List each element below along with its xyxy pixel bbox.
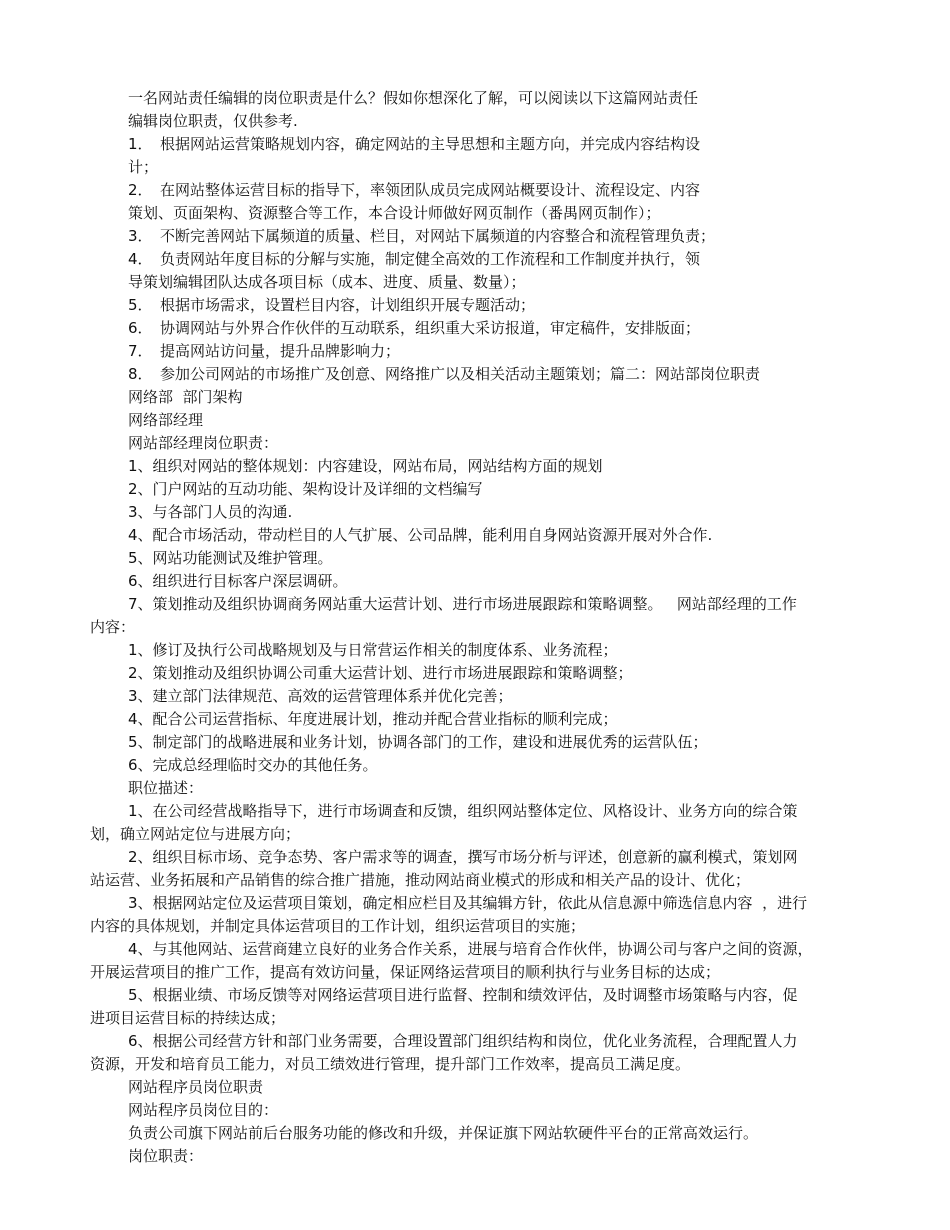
text-line: 职位描述：: [128, 779, 204, 797]
text-line: 划，确立网站定位与进展方向；: [90, 825, 301, 843]
text-line: 3、与各部门人员的沟通.: [128, 503, 293, 521]
text-line: 6、完成总经理临时交办的其他任务。: [128, 756, 378, 774]
text-line: 一名网站责任编辑的岗位职责是什么？假如你想深化了解，可以阅读以下这篇网站责任: [128, 89, 699, 107]
text-line: 网络部 部门架构: [128, 388, 243, 406]
text-line: 7． 提高网站访问量，提升品牌影响力；: [128, 342, 401, 360]
text-line: 6． 协调网站与外界合作伙伴的互动联系，组织重大采访报道，审定稿件，安排版面；: [128, 319, 701, 337]
text-line: 网络部经理: [128, 411, 204, 429]
text-line: 5、根据业绩、市场反馈等对网络运营项目进行监督、控制和绩效评估，及时调整市场策略与内容，促: [128, 986, 798, 1004]
text-line: 资源，开发和培育员工能力，对员工绩效进行管理，提升部门工作效率，提高员工满足度。: [90, 1055, 691, 1073]
text-line: 1、在公司经营战略指导下，进行市场调查和反馈，组织网站整体定位、风格设计、业务方向的综合策: [128, 802, 798, 820]
text-line: 1． 根据网站运营策略规划内容，确定网站的主导思想和主题方向，并完成内容结构设: [128, 135, 701, 153]
text-line: 4、配合公司运营指标、年度进展计划，推动并配合营业指标的顺利完成；: [128, 710, 618, 728]
text-line: 2、组织目标市场、竞争态势、客户需求等的调查，撰写市场分析与评述，创意新的赢利模式，策划网: [128, 848, 798, 866]
text-line: 网站部经理岗位职责：: [128, 434, 279, 452]
text-line: 1、组织对网站的整体规划：内容建设，网站布局，网站结构方面的规划: [128, 457, 603, 475]
text-line: 2． 在网站整体运营目标的指导下，率领团队成员完成网站概要设计、流程设定、内容: [128, 181, 701, 199]
text-line: 5、网站功能测试及维护管理。: [128, 549, 333, 567]
text-line: 3、建立部门法律规范、高效的运营管理体系并优化完善；: [128, 687, 513, 705]
text-line: 2、门户网站的互动功能、架构设计及详细的文档编写: [128, 480, 483, 498]
text-line: 编辑岗位职责，仅供参考.: [128, 112, 298, 130]
text-line: 策划、页面架构、资源整合等工作，本合设计师做好网页制作（番禺网页制作）；: [128, 204, 661, 222]
text-line: 网站程序员岗位职责: [128, 1078, 264, 1096]
text-line: 4、配合市场活动，带动栏目的人气扩展、公司品牌，能利用自身网站资源开展对外合作.: [128, 526, 713, 544]
text-line: 岗位职责：: [128, 1147, 204, 1165]
text-line: 2、策划推动及组织协调公司重大运营计划、进行市场进展跟踪和策略调整；: [128, 664, 633, 682]
text-line: 站运营、业务拓展和产品销售的综合推广措施，推动网站商业模式的形成和相关产品的设计、优化；: [90, 871, 751, 889]
text-line: 内容：: [90, 618, 136, 636]
text-line: 负责公司旗下网站前后台服务功能的修改和升级，并保证旗下网站软硬件平台的正常高效运行。: [128, 1124, 759, 1142]
text-line: 导策划编辑团队达成各项目标（成本、进度、质量、数量）；: [128, 273, 526, 291]
text-line: 8． 参加公司网站的市场推广及创意、网络推广以及相关活动主题策划；篇二：网站部岗位职责: [128, 365, 761, 383]
text-line: 4、与其他网站、运营商建立良好的业务合作关系，进展与培育合作伙伴，协调公司与客户之间的资源，: [128, 940, 813, 958]
text-line: 进项目运营目标的持续达成；: [90, 1009, 286, 1027]
text-line: 6、组织进行目标客户深层调研。: [128, 572, 348, 590]
text-line: 内容的具体规划，并制定具体运营项目的工作计划，组织运营项目的实施；: [90, 917, 586, 935]
text-line: 开展运营项目的推广工作，提高有效访问量，保证网络运营项目的顺利执行与业务目标的达成；: [90, 963, 721, 981]
text-line: 6、根据公司经营方针和部门业务需要，合理设置部门组织结构和岗位，优化业务流程，合理配置人力: [128, 1032, 798, 1050]
text-line: 1、修订及执行公司战略规划及与日常营运作相关的制度体系、业务流程；: [128, 641, 618, 659]
text-line: 3． 不断完善网站下属频道的质量、栏目，对网站下属频道的内容整合和流程管理负责；: [128, 227, 716, 245]
text-line: 5、制定部门的战略进展和业务计划，协调各部门的工作，建设和进展优秀的运营队伍；: [128, 733, 708, 751]
text-line: 网站程序员岗位目的：: [128, 1101, 279, 1119]
text-line: 5． 根据市场需求，设置栏目内容，计划组织开展专题活动；: [128, 296, 536, 314]
text-line: 4． 负责网站年度目标的分解与实施，制定健全高效的工作流程和工作制度并执行，领: [128, 250, 701, 268]
text-line: 计；: [128, 158, 159, 176]
text-line: 7、策划推动及组织协调商务网站重大运营计划、进行市场进展跟踪和策略调整。 网站部经理的工作: [128, 595, 797, 613]
text-line: 3、根据网站定位及运营项目策划，确定相应栏目及其编辑方针，依此从信息源中筛选信息内容 ，进行: [128, 894, 808, 912]
